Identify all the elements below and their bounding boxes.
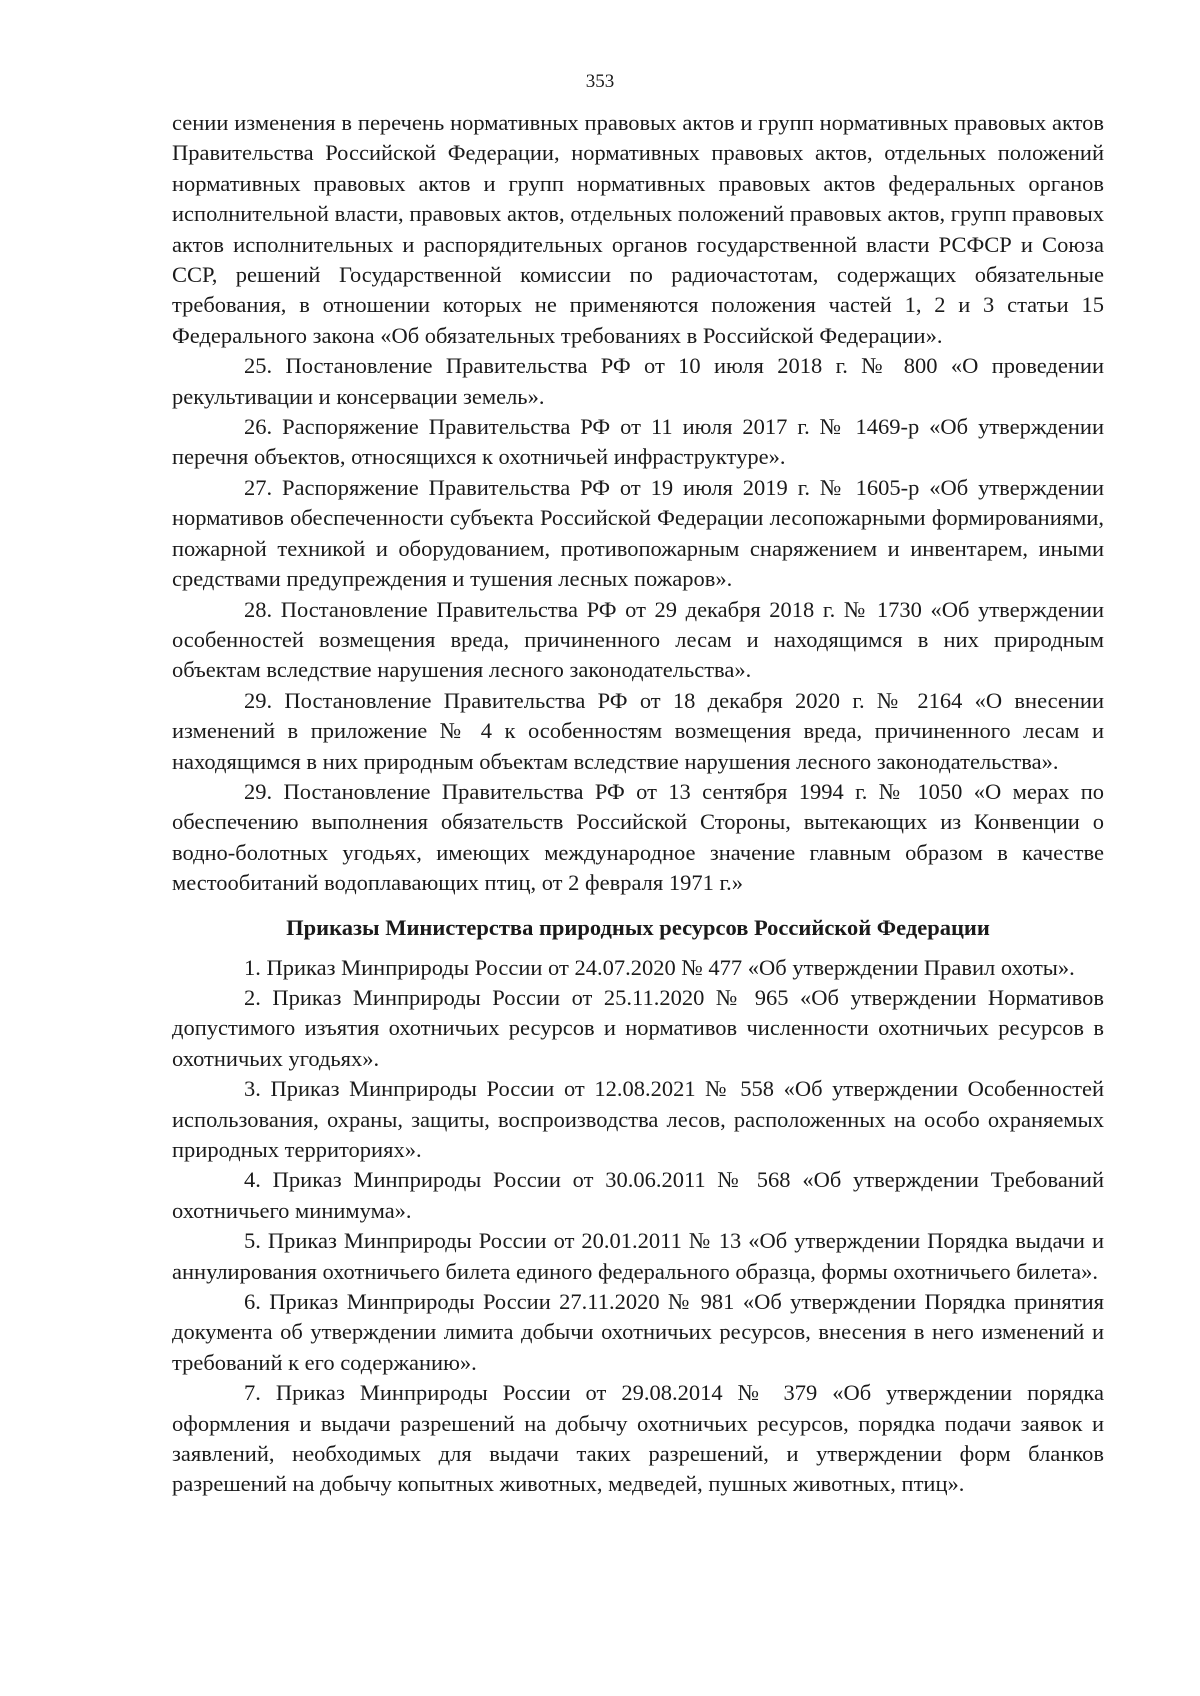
list-item: 26. Распоряжение Правительства РФ от 11 июля 2017 г. № 1469-р «Об утверждении перечня объектов, относящихся к охотничьей инфраструктуре». — [172, 414, 1104, 470]
continuation-paragraph: сении изменения в перечень нормативных правовых актов и групп нормативных правовых актов Правительства Российской Федерации, нормативных правовых актов, отдельных положений нормативных правовых актов и групп нормативных правовых актов федеральных органов исполнительной власти, правовых актов, отдельных положений правовых актов, групп правовых актов исполнительных и распорядительных органов государственной власти РСФСР и Союза ССР, решений Государственной комиссии по радиочастотам, содержащих обязательные требования, в отношении которых не применяются положения частей 1, 2 и 3 статьи 15 Федерального закона «Об обязательных требованиях в Российской Федерации». — [172, 110, 1104, 348]
list-item: 25. Постановление Правительства РФ от 10 июля 2018 г. № 800 «О проведении рекультивации и консервации земель». — [172, 353, 1104, 409]
list-item: 29. Постановление Правительства РФ от 18 декабря 2020 г. № 2164 «О внесении изменений в приложение № 4 к особенностям возмещения вреда, причиненного лесам и находящимся в них природным объектам вследствие нарушения лесного законодательства». — [172, 687, 1104, 774]
list-item: 6. Приказ Минприроды России 27.11.2020 № 981 «Об утверждении Порядка принятия документа об утверждении лимита добычи охотничьих ресурсов, внесения в него изменений и требований к его содержанию». — [172, 1289, 1104, 1375]
list-item: 4. Приказ Минприроды России от 30.06.2011 № 568 «Об утверждении Требований охотничьего минимума». — [172, 1167, 1104, 1223]
list-item: 3. Приказ Минприроды России от 12.08.2021 № 558 «Об утверждении Особенностей использования, охраны, защиты, воспроизводства лесов, расположенных на особо охраняемых природных территориях». — [172, 1076, 1104, 1162]
page-content — [172, 108, 1104, 1500]
list-item: 7. Приказ Минприроды России от 29.08.2014 № 379 «Об утверждении порядка оформления и выдачи разрешений на добычу охотничьих ресурсов, порядка подачи заявок и заявлений, необходимых для выдачи таких разрешений, и утверждении форм бланков разрешений на добычу копытных животных, медведей, пушных животных, птиц». — [172, 1380, 1104, 1497]
list-item: 2. Приказ Минприроды России от 25.11.2020 № 965 «Об утверждении Нормативов допустимого изъятия охотничьих ресурсов и нормативов численности охотничьих ресурсов в охотничьих угодьях». — [172, 984, 1104, 1071]
list-item: 1. Приказ Минприроды России от 24.07.2020 № 477 «Об утверждении Правил охоты». — [244, 954, 1075, 980]
list-item: 5. Приказ Минприроды России от 20.01.2011 № 13 «Об утверждении Порядка выдачи и аннулирования охотничьего билета единого федерального образца, формы охотничьего билета». — [172, 1228, 1104, 1284]
list-item: 28. Постановление Правительства РФ от 29 декабря 2018 г. № 1730 «Об утверждении особенностей возмещения вреда, причиненного лесам и находящимся в них природным объектам вследствие нарушения лесного законодательства». — [172, 596, 1104, 683]
list-item: 27. Распоряжение Правительства РФ от 19 июля 2019 г. № 1605-р «Об утверждении нормативов обеспеченности субъекта Российской Федерации лесопожарными формированиями, пожарной техникой и оборудованием, противопожарным снаряжением и инвентарем, иными средствами предупреждения и тушения лесных пожаров». — [172, 474, 1104, 592]
page-number: 353 — [585, 71, 615, 92]
section-heading: Приказы Министерства природных ресурсов Российской Федерации — [286, 914, 990, 940]
list-item: 29. Постановление Правительства РФ от 13 сентября 1994 г. № 1050 «О мерах по обеспечению выполнения обязательств Российской Стороны, вытекающих из Конвенции о водно-болотных угодьях, имеющих международное значение главным образом в качестве местообитаний водоплавающих птиц, от 2 февраля 1971 г.» — [172, 778, 1104, 896]
